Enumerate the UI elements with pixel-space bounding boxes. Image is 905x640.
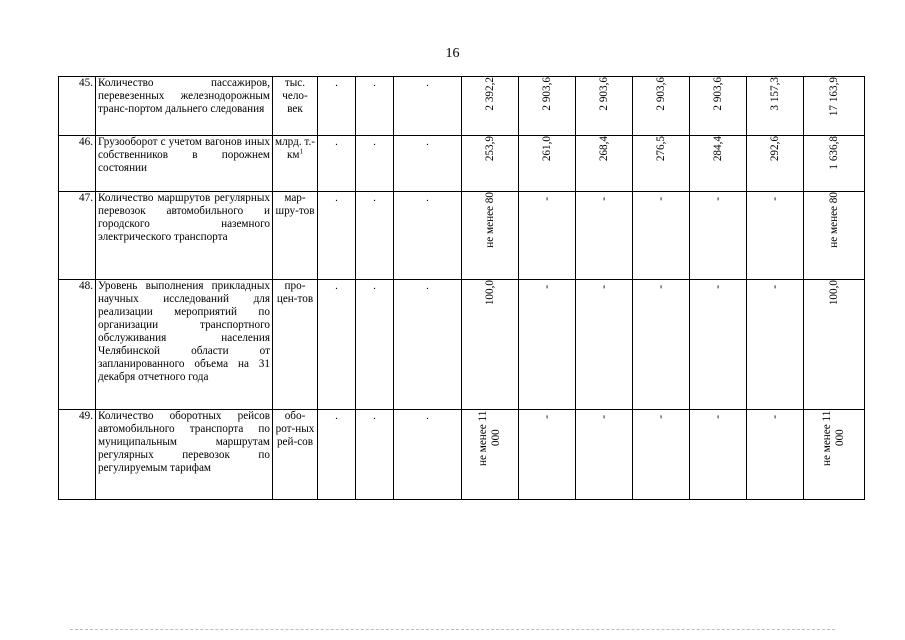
value-text: - [711,415,724,419]
empty-value-mark: . [373,280,376,292]
value-text: - [540,285,553,289]
value-text: 100,0 [483,280,496,306]
value-cell [576,280,633,410]
value-text: - [654,285,667,289]
empty-value-mark: . [335,280,338,292]
empty-value-mark: . [373,192,376,204]
empty-value-mark: . [426,192,429,204]
indicator-name: Количество оборотных рейсов автомобильного транспорта по муниципальным маршрутам регулярных перевозок по регулируемым тарифам [96,410,273,500]
value-cell [633,77,690,136]
row-number: 47. [59,192,96,280]
empty-value-mark: . [373,410,376,422]
value-text: - [597,285,610,289]
unit-cell [273,410,318,500]
value-cell [747,280,804,410]
indicator-name: Уровень выполнения прикладных научных исследований для реализации мероприятий по организации транспортного обслуживания населения Челябинской области от запланированного объема на 31 декабря отчетного года [96,280,273,410]
value-cell [519,136,576,192]
value-text: 276,5 [654,136,667,162]
value-cell [462,136,519,192]
value-cell [519,410,576,500]
empty-value-mark: . [373,77,376,89]
value-cell [519,192,576,280]
value-cell [576,136,633,192]
value-text: - [654,415,667,419]
value-cell [576,77,633,136]
value-text: - [597,415,610,419]
value-cell [804,77,865,136]
value-cell [519,280,576,410]
value-text: 2 903,6 [540,77,553,111]
unit-label: тыс. чело-век [282,77,308,115]
value-text: 17 163,9 [827,77,840,117]
row-number: 48. [59,280,96,410]
empty-value-cell [356,192,394,280]
table-row [59,136,865,192]
value-text: - [768,415,781,419]
empty-value-mark: . [373,136,376,148]
indicators-table [58,76,865,500]
value-text: 292,6 [768,136,781,162]
table-row [59,410,865,500]
value-text: не менее 11 000 [821,410,846,466]
value-text: 100,0 [827,280,840,306]
empty-value-mark: . [335,410,338,422]
table-row [59,77,865,136]
indicator-name: Количество пассажиров, перевезенных железнодорожным транс-портом дальнего следования [96,77,273,136]
empty-value-cell [318,280,356,410]
unit-cell [273,136,318,192]
value-cell [690,410,747,500]
value-text: - [540,415,553,419]
value-text: - [768,197,781,201]
value-cell [633,192,690,280]
value-cell [576,192,633,280]
value-text: 253,9 [483,136,496,162]
indicator-name: Грузооборот с учетом вагонов иных собственников в порожнем состоянии [96,136,273,192]
value-cell [462,77,519,136]
empty-value-cell [318,192,356,280]
unit-cell [273,77,318,136]
value-cell [633,410,690,500]
empty-value-mark: . [335,77,338,89]
value-text: - [540,197,553,201]
scan-artifact-line [70,629,835,630]
unit-cell [273,280,318,410]
empty-value-cell [394,136,462,192]
value-text: не менее 80 [827,192,840,248]
value-cell [519,77,576,136]
empty-value-cell [318,77,356,136]
unit-label: мар-шру-тов [275,192,315,217]
unit-cell [273,192,318,280]
value-text: - [711,197,724,201]
value-cell [462,410,519,500]
value-cell [747,77,804,136]
indicator-name: Количество маршрутов регулярных перевозок автомобильного и городского наземного электрического транспорта [96,192,273,280]
empty-value-cell [394,280,462,410]
empty-value-cell [356,136,394,192]
value-text: не менее 11 000 [477,410,502,466]
value-text: 2 392,2 [483,77,496,111]
value-cell [804,192,865,280]
value-cell [633,280,690,410]
value-text: 268,4 [597,136,610,162]
empty-value-mark: . [426,136,429,148]
value-text: 3 157,3 [768,77,781,111]
value-text: 261,0 [540,136,553,162]
value-cell [747,192,804,280]
empty-value-cell [318,410,356,500]
page-number: 16 [445,46,460,61]
value-cell [576,410,633,500]
value-text: 1 636,8 [827,136,840,170]
row-number: 45. [59,77,96,136]
empty-value-cell [394,192,462,280]
value-cell [747,136,804,192]
row-number: 49. [59,410,96,500]
value-cell [690,77,747,136]
value-cell [462,280,519,410]
empty-value-cell [318,136,356,192]
unit-label: млрд. т.-км [275,136,315,161]
empty-value-mark: . [335,136,338,148]
value-text: 2 903,6 [711,77,724,111]
value-cell [690,280,747,410]
empty-value-mark: . [426,280,429,292]
empty-value-mark: . [426,410,429,422]
table-row [59,192,865,280]
value-text: - [654,197,667,201]
value-text: - [768,285,781,289]
unit-footnote-mark: 1 [299,147,303,156]
empty-value-cell [356,410,394,500]
empty-value-mark: . [335,192,338,204]
unit-label: обо-рот-ных рей-сов [275,410,315,448]
value-cell [804,136,865,192]
empty-value-cell [356,280,394,410]
value-text: - [711,285,724,289]
value-cell [804,410,865,500]
value-cell [804,280,865,410]
table-row [59,280,865,410]
row-number: 46. [59,136,96,192]
value-text: 2 903,6 [654,77,667,111]
empty-value-cell [356,77,394,136]
value-text: - [597,197,610,201]
value-cell [690,136,747,192]
empty-value-cell [394,410,462,500]
value-text: 2 903,6 [597,77,610,111]
empty-value-mark: . [426,77,429,89]
value-cell [747,410,804,500]
empty-value-cell [394,77,462,136]
value-text: не менее 80 [483,192,496,248]
value-cell [690,192,747,280]
value-text: 284,4 [711,136,724,162]
value-cell [462,192,519,280]
value-cell [633,136,690,192]
unit-label: про-цен-тов [276,280,314,305]
